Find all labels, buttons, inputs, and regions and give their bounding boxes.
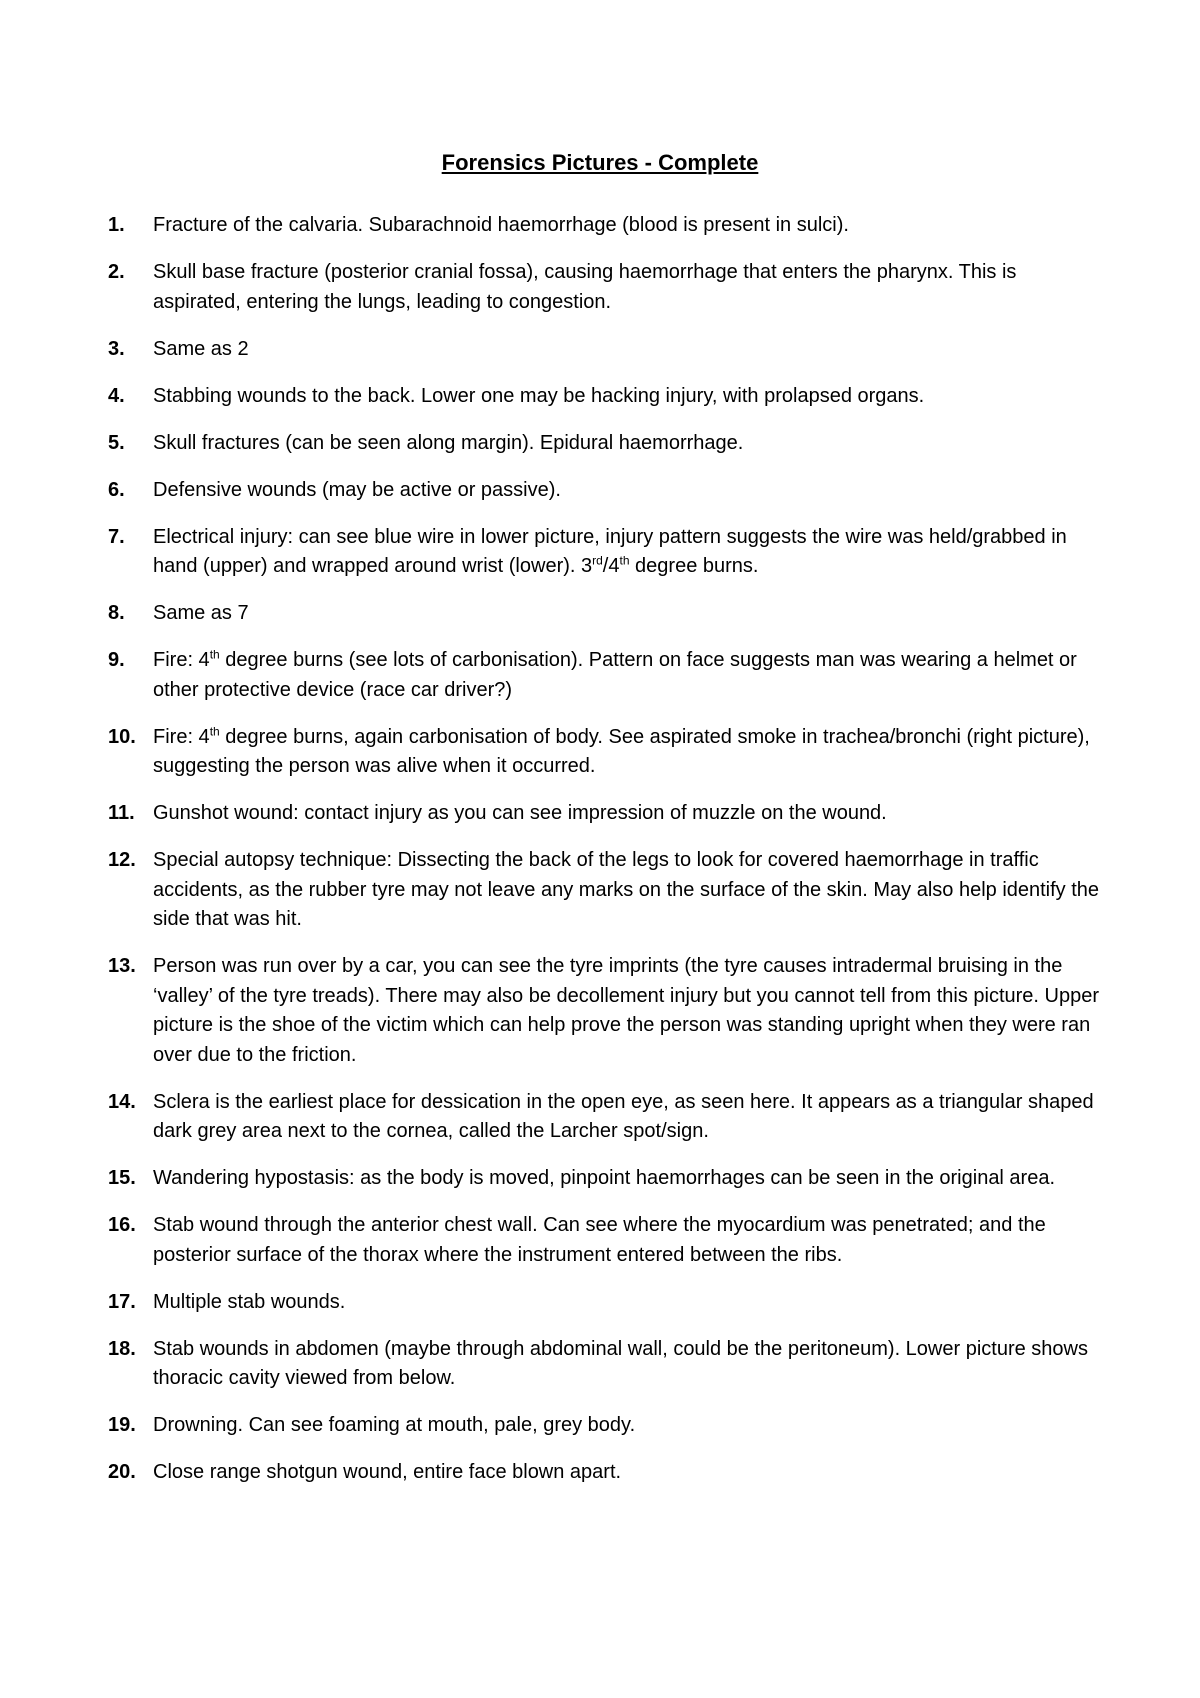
list-item	[108, 335, 1108, 365]
item-number: 17.	[108, 1290, 136, 1313]
item-text	[153, 802, 887, 824]
list-item	[108, 382, 1108, 412]
item-text	[153, 1214, 1046, 1266]
item-text	[153, 849, 1099, 930]
list-item	[108, 476, 1108, 506]
item-number: 7.	[108, 525, 125, 548]
list-item	[108, 799, 1108, 829]
item-number: 5.	[108, 431, 125, 454]
text-segment: Close range shotgun wound, entire face blown apart.	[153, 1461, 622, 1483]
item-number: 2.	[108, 261, 125, 283]
item-number: 1.	[108, 214, 125, 236]
list-item	[108, 1088, 1108, 1147]
item-number: 8.	[108, 602, 125, 624]
superscript-text: rd	[592, 553, 603, 568]
text-segment: /4	[602, 555, 620, 577]
superscript-text: th	[619, 553, 630, 568]
item-number: 12.	[108, 849, 136, 871]
text-segment: Fire: 4	[153, 649, 210, 671]
list-item	[108, 211, 1108, 241]
text-segment: Sclera is the earliest place for dessication in the open eye, as seen here. It appears as a triangular shaped dark grey area next to the cornea, called the Larcher spot/sign.	[153, 1090, 1094, 1142]
item-text	[153, 1338, 1088, 1390]
item-text	[153, 432, 743, 454]
numbered-list	[108, 211, 1108, 1505]
list-item	[108, 723, 1108, 782]
list-item	[108, 646, 1108, 705]
list-item	[108, 846, 1108, 935]
text-segment: Same as 2	[153, 337, 249, 360]
item-number: 6.	[108, 478, 125, 501]
item-text	[153, 338, 249, 360]
text-segment: Stabbing wounds to the back. Lower one may be hacking injury, with prolapsed organs.	[153, 384, 925, 407]
item-text	[153, 1291, 345, 1313]
item-number: 18.	[108, 1337, 136, 1360]
text-segment: Skull base fracture (posterior cranial fossa), causing haemorrhage that enters the pharynx. This is aspirated, entering the lungs, leading to congestion.	[153, 261, 1017, 313]
item-text	[153, 1091, 1094, 1143]
item-number: 13.	[108, 955, 136, 977]
item-number: 4.	[108, 384, 125, 407]
item-text	[153, 602, 249, 624]
text-segment: Gunshot wound: contact injury as you can see impression of muzzle on the wound.	[153, 802, 887, 824]
text-segment: Stab wounds in abdomen (maybe through abdominal wall, could be the peritoneum). Lower picture shows thoracic cavity viewed from below.	[153, 1337, 1088, 1389]
text-segment: degree burns, again carbonisation of body. See aspirated smoke in trachea/bronchi (right picture), suggesting the person was alive when it occurred.	[153, 725, 1090, 777]
list-item	[108, 952, 1108, 1070]
item-number: 19.	[108, 1414, 136, 1436]
item-text	[153, 955, 1099, 1066]
item-text	[153, 1461, 621, 1483]
item-number: 20.	[108, 1461, 136, 1483]
item-number: 14.	[108, 1090, 136, 1113]
item-text	[153, 1167, 1055, 1189]
superscript-text: th	[209, 647, 220, 662]
text-segment: Multiple stab wounds.	[153, 1290, 346, 1313]
list-item	[108, 1288, 1108, 1318]
text-segment: Same as 7	[153, 602, 249, 624]
text-segment: Wandering hypostasis: as the body is moved, pinpoint haemorrhages can be seen in the original area.	[153, 1167, 1056, 1189]
item-text	[153, 479, 561, 501]
list-item	[108, 523, 1108, 582]
text-segment: Skull fractures (can be seen along margin). Epidural haemorrhage.	[153, 431, 744, 454]
list-item	[108, 1211, 1108, 1270]
text-segment: Defensive wounds (may be active or passive).	[153, 478, 561, 501]
text-segment: Drowning. Can see foaming at mouth, pale, grey body.	[153, 1414, 636, 1436]
list-item	[108, 1164, 1108, 1194]
list-item	[108, 599, 1108, 629]
text-segment: Person was run over by a car, you can see the tyre imprints (the tyre causes intradermal bruising in the ‘valley’ of the tyre treads). There may also be decollement injury but you cannot tell from this picture. Upper picture is the shoe of the victim which can help prove the person was standing upright when they were ran over due to the friction.	[153, 955, 1100, 1066]
list-item	[108, 1458, 1108, 1488]
item-text	[153, 1414, 635, 1436]
text-segment: Fracture of the calvaria. Subarachnoid haemorrhage (blood is present in sulci).	[153, 214, 849, 236]
item-text	[153, 214, 849, 236]
list-item	[108, 1411, 1108, 1441]
text-segment: Electrical injury: can see blue wire in lower picture, injury pattern suggests the wire was held/grabbed in hand (upper) and wrapped around wrist (lower). 3	[153, 525, 1067, 577]
item-text	[153, 526, 1067, 578]
item-number: 15.	[108, 1167, 136, 1189]
item-text	[153, 649, 1077, 701]
item-number: 9.	[108, 649, 125, 671]
item-number: 3.	[108, 337, 125, 360]
item-number: 10.	[108, 725, 136, 748]
item-text	[153, 385, 924, 407]
item-text	[153, 723, 1090, 778]
item-number: 16.	[108, 1214, 136, 1236]
text-segment: Fire: 4	[153, 725, 210, 748]
text-segment: degree burns (see lots of carbonisation). Pattern on face suggests man was wearing a helmet or other protective device (race car driver?)	[153, 649, 1077, 701]
text-segment: Special autopsy technique: Dissecting the back of the legs to look for covered haemorrhage in traffic accidents, as the rubber tyre may not leave any marks on the surface of the skin. May also help identify the side that was hit.	[153, 849, 1100, 930]
item-number: 11.	[108, 802, 135, 824]
list-item	[108, 258, 1108, 317]
item-text	[153, 261, 1016, 313]
list-item	[108, 1335, 1108, 1394]
superscript-text: th	[209, 723, 220, 738]
text-segment: degree burns.	[629, 555, 759, 577]
page-title: Forensics Pictures - Complete	[441, 150, 759, 175]
text-segment: Stab wound through the anterior chest wall. Can see where the myocardium was penetrated; and the posterior surface of the thorax where the instrument entered between the ribs.	[153, 1214, 1046, 1266]
list-item	[108, 429, 1108, 459]
